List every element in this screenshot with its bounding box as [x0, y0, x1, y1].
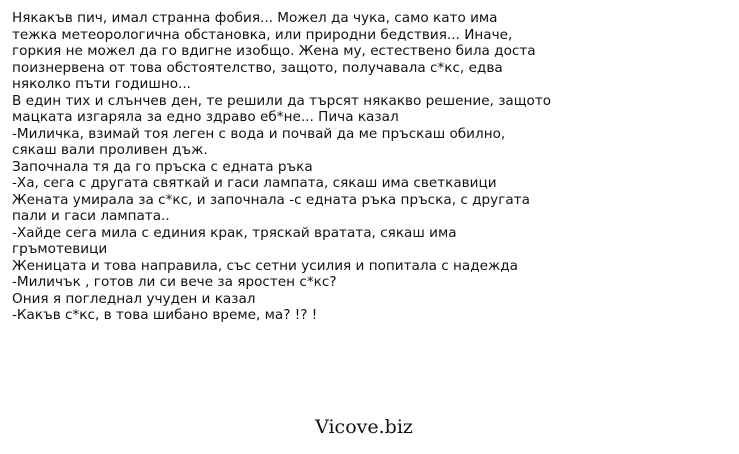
joke-line: тежка метеорологична обстановка, или природни бедствия... Иначе, [12, 26, 513, 43]
joke-line: -Какъв с*кс, в това шибано време, ма? !? ! [12, 307, 318, 323]
joke-line: -Хайде сега мила с единия крак, тряскай вратата, сякаш има [12, 224, 457, 241]
joke-text [12, 10, 732, 324]
joke-line: Женицата и това направила, със сетни усилия и попитала с надежда [12, 257, 518, 274]
joke-line: Ония я погледнал учуден и казал [12, 290, 256, 307]
joke-line: горкия не можел да го вдигне изобщо. Жена му, естествено била доста [12, 43, 536, 59]
joke-line: В един тих и слънчев ден, те решили да търсят някакво решение, защото [12, 92, 552, 109]
joke-line: гръмотевици [12, 241, 108, 257]
joke-line: Започнала тя да го пръска с едната ръка [12, 158, 313, 175]
joke-line: сякаш вали проливен дъж. [12, 142, 208, 158]
joke-line: Някакъв пич, имал странна фобия... Можел да чука, само като има [12, 10, 498, 26]
site-watermark: Vicove.biz [315, 416, 413, 438]
joke-line: мацката изгаряла за едно здраво еб*не... Пича казал [12, 109, 399, 125]
joke-line: -Миличка, взимай тоя леген с вода и почвай да ме пръскаш обилно, [12, 125, 506, 142]
joke-line: няколко пъти годишно... [12, 76, 191, 92]
joke-line: -Миличък , готов ли си вече за яростен с*кс? [12, 274, 337, 290]
joke-line: поизнервена от това обстоятелство, защото, получавала с*кс, едва [12, 59, 503, 76]
joke-line: -Ха, сега с другата святкай и гаси лампата, сякаш има светкавици [12, 175, 497, 191]
joke-line: пали и гаси лампата.. [12, 208, 170, 224]
joke-line: Жената умирала за с*кс, и започнала -с едната ръка пръска, с другата [12, 191, 530, 208]
